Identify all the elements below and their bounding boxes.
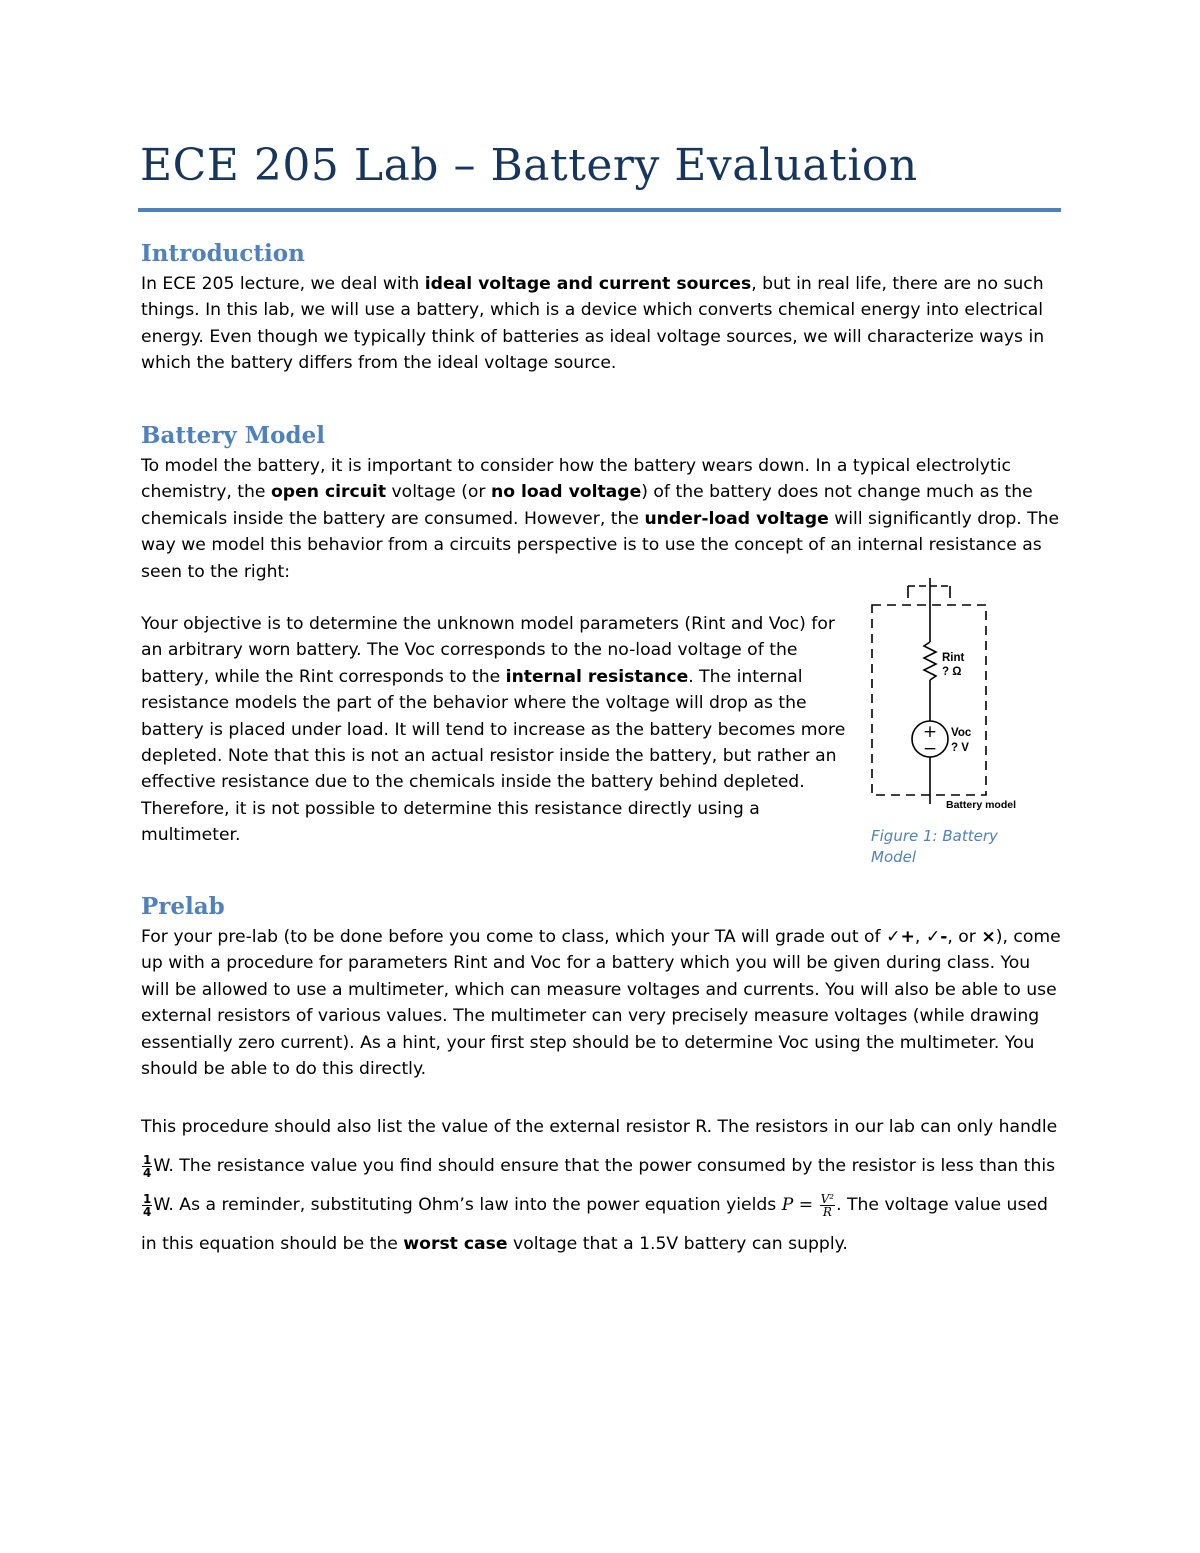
prelab2-text-5: voltage that a 1.5V battery can supply. bbox=[507, 1234, 848, 1254]
battery-model-paragraph-2 bbox=[141, 611, 856, 849]
battery-model-paragraph-1 bbox=[141, 453, 1061, 585]
intro-bold-ideal-sources: ideal voltage and current sources bbox=[424, 274, 752, 294]
battery-model-box-label: Battery model bbox=[946, 799, 1017, 811]
figure-caption: Figure 1: Battery Model bbox=[871, 827, 998, 866]
prelab-text-2: ), come up with a procedure for parameters Rint and Voc for a battery which you will be given during class. You will be allowed to use a multimeter, which can measure voltages and currents. You will also be able to use external resistors of various values. The multimeter can very precisely measure voltages (while drawing essentially zero current). As a hint, your first step should be to determine Voc using the multimeter. You should be able to do this directly. bbox=[141, 927, 1061, 1080]
grade-check-plus: ✓+ bbox=[886, 927, 915, 947]
bm-bold-under-load: under-load voltage bbox=[644, 508, 829, 529]
introduction-heading: Introduction bbox=[141, 240, 305, 267]
grade-sep-2: , or bbox=[947, 927, 982, 947]
battery-model-heading: Battery Model bbox=[141, 422, 325, 449]
bm-text-2: voltage (or bbox=[386, 482, 491, 503]
internal-resistor-symbol bbox=[924, 642, 936, 680]
prelab2-bold-worst-case: worst case bbox=[403, 1234, 508, 1254]
bm2-bold-internal-resistance: internal resistance bbox=[505, 666, 689, 687]
voc-label: Voc bbox=[951, 727, 972, 739]
prelab-paragraph-2 bbox=[141, 1108, 1061, 1264]
source-minus-sign: − bbox=[922, 739, 938, 759]
intro-text-1: In ECE 205 lecture, we deal with bbox=[141, 274, 425, 294]
battery-terminal bbox=[908, 578, 950, 598]
introduction-paragraph bbox=[141, 271, 1061, 377]
power-equation-fraction: $\frac{\text{V²}}{R}$ bbox=[820, 1191, 835, 1219]
rint-label: Rint bbox=[942, 652, 965, 664]
fraction-one-quarter-2: $\frac{1}{4}$ bbox=[143, 1191, 152, 1219]
prelab2-text-2: W. The resistance value you find should ensure that the power consumed by the resistor is less than this bbox=[153, 1156, 1056, 1176]
bm2-text-1: Your objective is to determine the unknown model parameters (Rint and Voc) for an arbitrary worn battery. The Voc corresponds to the no-load voltage of the battery, while the Rint corresponds to the bbox=[141, 614, 835, 687]
prelab-heading: Prelab bbox=[141, 893, 225, 920]
grade-check-minus: ✓- bbox=[925, 927, 948, 947]
grade-cross: × bbox=[981, 927, 996, 947]
voc-value: ? V bbox=[951, 742, 969, 754]
bm2-text-2: . The internal resistance models the part of the behavior where the voltage will drop as the battery is placed under load. It will tend to increase as the battery becomes more depleted. Note that this is not an actual resistor inside the battery, but rather an effective resistance due to the chemicals inside the battery behind depleted. Therefore, it is not possible to determine this resistance directly using a multimeter. bbox=[141, 666, 846, 846]
prelab2-text-4: . The voltage value used in this equation should be the bbox=[141, 1195, 1048, 1254]
battery-model-diagram bbox=[864, 578, 1044, 818]
grade-sep-1: , bbox=[914, 927, 926, 947]
prelab-text-1: For your pre-lab (to be done before you come to class, which your TA will grade out of bbox=[141, 927, 887, 947]
battery-model-box bbox=[872, 605, 986, 795]
fraction-one-quarter: $\frac{1}{4}$ bbox=[143, 1152, 152, 1180]
prelab2-text-3: W. As a reminder, substituting Ohm’s law into the power equation yields bbox=[153, 1195, 782, 1215]
prelab-paragraph-1 bbox=[141, 924, 1061, 1082]
bm-bold-no-load: no load voltage bbox=[490, 482, 642, 503]
bm-bold-open-circuit: open circuit bbox=[270, 482, 387, 503]
document-title: ECE 205 Lab – Battery Evaluation bbox=[140, 140, 918, 191]
rint-value: ? Ω bbox=[942, 666, 962, 678]
intro-text-2: , but in real life, there are no such things. In this lab, we will use a battery, which is a device which converts chemical energy into electrical energy. Even though we typically think of batteries as ideal voltage sources, we will characterize ways in which the battery differs from the ideal voltage source. bbox=[141, 274, 1045, 374]
prelab2-text-1: This procedure should also list the value of the external resistor R. The resistors in our lab can only handle bbox=[141, 1117, 1058, 1137]
bm-text-1: To model the battery, it is important to consider how the battery wears down. In a typical electrolytic chemistry, the bbox=[141, 456, 1011, 503]
bm-text-3: ) of the battery does not change much as the chemicals inside the battery are consumed. However, the bbox=[141, 482, 1033, 529]
bm-text-4: will significantly drop. The way we model this behavior from a circuits perspective is to use the concept of an internal resistance as seen to the right: bbox=[141, 508, 1060, 582]
source-plus-sign: + bbox=[922, 722, 938, 742]
power-equation-lhs: P = bbox=[781, 1195, 819, 1215]
title-underline bbox=[138, 208, 1061, 212]
